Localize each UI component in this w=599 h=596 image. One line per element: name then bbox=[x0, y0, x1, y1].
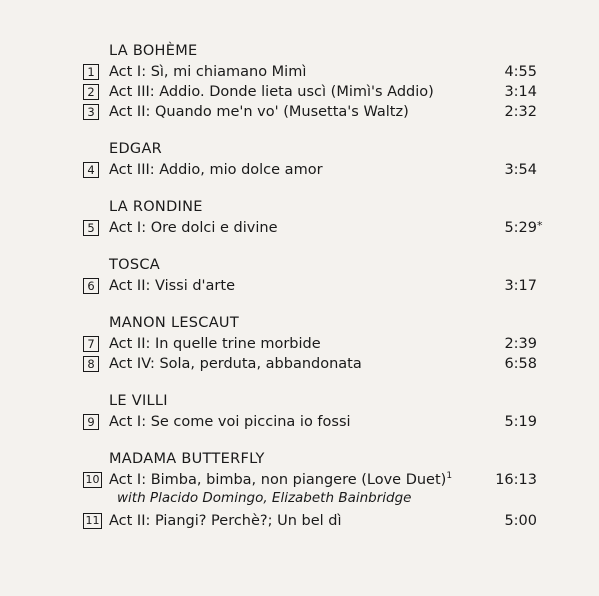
opera-title: MANON LESCAUT bbox=[109, 315, 240, 331]
track-duration-text: 16:13 bbox=[495, 472, 537, 488]
track-number-box: 1 bbox=[83, 64, 99, 80]
track-duration-text: 2:39 bbox=[504, 336, 537, 352]
track-title-text: Act II: Vissi d'arte bbox=[109, 278, 235, 294]
track-row bbox=[83, 334, 553, 354]
duration-note-marker: * bbox=[537, 219, 543, 232]
track-row bbox=[83, 412, 553, 432]
track-title bbox=[109, 354, 362, 374]
track-number-box: 9 bbox=[83, 414, 99, 430]
track-duration bbox=[495, 470, 537, 490]
track-number-box: 6 bbox=[83, 278, 99, 294]
track-title-text: Act III: Addio. Donde lieta uscì (Mimì's Addio) bbox=[109, 84, 434, 100]
track-duration bbox=[504, 511, 537, 531]
track-list bbox=[83, 40, 553, 547]
track-title bbox=[109, 511, 342, 531]
track-title-text: Act III: Addio, mio dolce amor bbox=[109, 162, 323, 178]
track-duration bbox=[504, 276, 537, 296]
track-title bbox=[109, 102, 409, 122]
track-row bbox=[83, 511, 553, 531]
opera-title: EDGAR bbox=[109, 141, 163, 157]
track-number-box: 5 bbox=[83, 220, 99, 236]
track-row bbox=[83, 160, 553, 180]
track-credit: with Placido Domingo, Elizabeth Bainbridge bbox=[117, 490, 412, 506]
track-row bbox=[83, 354, 553, 374]
track-duration-text: 5:29 bbox=[504, 220, 537, 236]
track-title-text: Act IV: Sola, perduta, abbandonata bbox=[109, 356, 362, 372]
opera-section bbox=[83, 196, 553, 238]
track-row bbox=[83, 218, 553, 238]
track-number-box: 2 bbox=[83, 84, 99, 100]
track-duration-text: 3:54 bbox=[504, 162, 537, 178]
track-title bbox=[109, 276, 235, 296]
track-duration bbox=[504, 334, 537, 354]
track-title-text: Act I: Ore dolci e divine bbox=[109, 220, 278, 236]
track-row bbox=[83, 62, 553, 82]
track-number-box: 8 bbox=[83, 356, 99, 372]
opera-title: TOSCA bbox=[109, 257, 161, 273]
track-duration-text: 6:58 bbox=[504, 356, 537, 372]
track-title bbox=[109, 218, 278, 238]
track-title-text: Act II: In quelle trine morbide bbox=[109, 336, 321, 352]
track-duration-text: 5:19 bbox=[504, 414, 537, 430]
track-duration-text: 2:32 bbox=[504, 104, 537, 120]
footnote-marker: 1 bbox=[446, 471, 453, 482]
track-title bbox=[109, 160, 323, 180]
track-duration bbox=[504, 62, 537, 82]
track-duration-text: 5:00 bbox=[504, 513, 537, 529]
track-row bbox=[83, 82, 553, 102]
track-title bbox=[109, 82, 434, 102]
track-row bbox=[83, 470, 553, 490]
track-duration-text: 3:14 bbox=[504, 84, 537, 100]
track-title bbox=[109, 334, 321, 354]
track-duration bbox=[504, 412, 537, 432]
track-title-text: Act II: Quando me'n vo' (Musetta's Waltz) bbox=[109, 104, 409, 120]
track-title-text: Act I: Sì, mi chiamano Mimì bbox=[109, 64, 307, 80]
track-row bbox=[83, 102, 553, 122]
track-duration-text: 3:17 bbox=[504, 278, 537, 294]
opera-section bbox=[83, 390, 553, 432]
track-title-text: Act I: Se come voi piccina io fossi bbox=[109, 414, 351, 430]
opera-title: MADAMA BUTTERFLY bbox=[109, 451, 265, 467]
track-duration bbox=[504, 82, 537, 102]
track-title bbox=[109, 62, 306, 82]
track-duration bbox=[504, 218, 543, 238]
opera-title: LA BOHÈME bbox=[109, 43, 198, 59]
track-duration bbox=[504, 102, 537, 122]
track-title bbox=[109, 412, 351, 432]
opera-title: LA RONDINE bbox=[109, 199, 203, 215]
opera-title: LE VILLI bbox=[109, 393, 168, 409]
track-number-box: 7 bbox=[83, 336, 99, 352]
track-title bbox=[109, 470, 452, 490]
track-row bbox=[83, 276, 553, 296]
opera-section bbox=[83, 254, 553, 296]
track-duration bbox=[504, 354, 537, 374]
opera-section bbox=[83, 448, 553, 531]
track-number-box: 11 bbox=[83, 513, 102, 529]
track-number-box: 3 bbox=[83, 104, 99, 120]
opera-section bbox=[83, 138, 553, 180]
opera-section bbox=[83, 312, 553, 374]
track-duration-text: 4:55 bbox=[504, 64, 537, 80]
track-number-box: 4 bbox=[83, 162, 99, 178]
track-duration bbox=[504, 160, 537, 180]
track-title-text: Act I: Bimba, bimba, non piangere (Love Duet) bbox=[109, 472, 447, 488]
track-title-text: Act II: Piangi? Perchè?; Un bel dì bbox=[109, 513, 342, 529]
track-number-box: 10 bbox=[83, 472, 102, 488]
opera-section bbox=[83, 40, 553, 122]
